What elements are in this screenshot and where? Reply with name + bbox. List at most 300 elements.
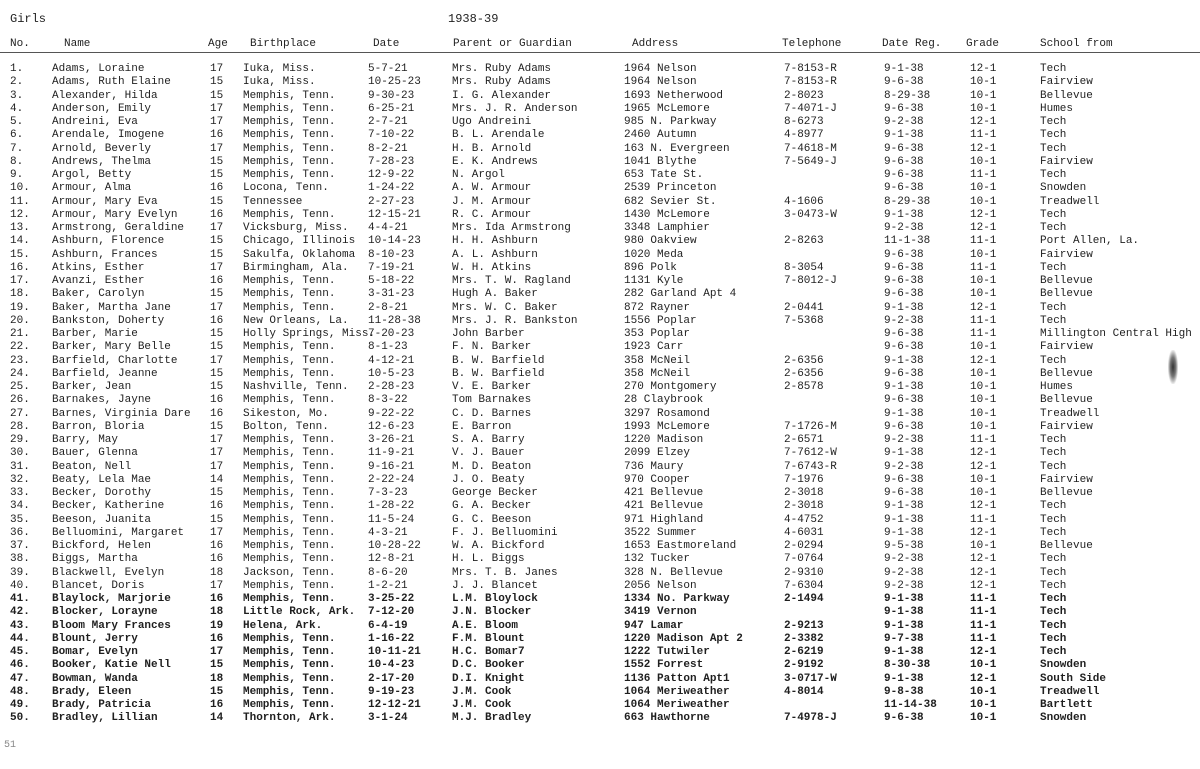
student-age: 16 [210,632,224,645]
school-from: Tech [1040,301,1067,314]
address: 1552 Forrest [624,659,704,672]
telephone: 7-4978-J [784,712,837,725]
birth-date: 10-11-21 [368,646,421,658]
school-from: Tech [1040,142,1067,155]
table-row [0,156,1200,169]
birthplace: Memphis, Tenn. [243,513,336,526]
telephone: 4-6031 [784,526,824,539]
birth-date: 1-16-22 [368,632,415,645]
student-name: Blancet, Doris [52,579,145,592]
student-age: 15 [210,169,224,181]
student-name: Bradley, Lillian [52,712,158,725]
student-age: 16 [210,275,224,287]
table-row [0,76,1200,89]
row-number: 4. [10,102,24,115]
header-age: Age [208,38,228,50]
parent-guardian: A. W. Armour [452,182,532,195]
header-date-reg: Date Reg. [882,38,942,50]
row-number: 20. [10,314,30,327]
school-from: Fairview [1040,248,1093,261]
birth-date: 12-8-21 [368,553,415,566]
telephone: 2-3018 [784,487,824,499]
birth-date: 2-27-23 [368,195,415,208]
table-row [0,580,1200,593]
address: 985 N. Parkway [624,116,717,128]
birthplace: Memphis, Tenn. [243,646,336,658]
grade: 11-1 [970,619,997,632]
birth-date: 12-15-21 [368,208,421,221]
grade: 11-1 [970,129,997,142]
table-row [0,129,1200,142]
student-age: 15 [210,248,224,261]
row-number: 28. [10,420,30,433]
address: 663 Hawthorne [624,712,710,725]
date-registered: 9-6-38 [884,142,924,155]
birth-date: 7-19-21 [368,261,415,274]
date-registered: 9-8-38 [884,685,924,698]
birthplace: Memphis, Tenn. [243,89,336,102]
birthplace: Tennessee [243,195,303,208]
student-age: 17 [210,116,224,128]
table-row [0,235,1200,248]
student-name: Baker, Carolyn [52,288,145,301]
birth-date: 11-5-24 [368,513,415,526]
school-from: Tech [1040,579,1067,592]
telephone: 2-6571 [784,434,824,446]
birth-date: 6-25-21 [368,102,415,115]
date-registered: 9-1-38 [884,208,924,221]
grade: 12-1 [970,553,997,566]
date-registered: 9-2-38 [884,566,924,579]
birth-date: 9-22-22 [368,407,415,420]
birthplace: Little Rock, Ark. [243,606,356,619]
table-row [0,381,1200,394]
birth-date: 2-28-23 [368,381,415,393]
birthplace: Memphis, Tenn. [243,208,336,221]
grade: 10-1 [970,487,997,499]
student-age: 15 [210,367,224,380]
student-name: Bomar, Evelyn [52,646,138,658]
birth-date: 8-6-20 [368,566,408,579]
birth-date: 4-4-21 [368,222,408,234]
birthplace: Memphis, Tenn. [243,699,336,711]
student-age: 16 [210,553,224,566]
grade: 10-1 [970,275,997,287]
student-name: Avanzi, Esther [52,275,145,287]
student-age: 15 [210,155,224,168]
parent-guardian: G. C. Beeson [452,513,532,526]
parent-guardian: A. L. Ashburn [452,248,538,261]
date-registered: 9-6-38 [884,288,924,301]
student-name: Argol, Betty [52,169,132,181]
date-registered: 9-6-38 [884,487,924,499]
student-name: Blackwell, Evelyn [52,566,165,579]
table-row [0,341,1200,354]
parent-guardian: H. B. Arnold [452,142,532,155]
birthplace: Nashville, Tenn. [243,381,349,393]
birthplace: Jackson, Tenn. [243,566,336,579]
date-registered: 9-6-38 [884,182,924,195]
row-number: 43. [10,619,30,632]
student-age: 17 [210,142,224,155]
student-name: Belluomini, Margaret [52,526,185,539]
school-from: South Side [1040,672,1107,685]
birthplace: Memphis, Tenn. [243,155,336,168]
date-registered: 9-6-38 [884,367,924,380]
table-row [0,63,1200,76]
address: 872 Rayner [624,301,691,314]
student-age: 15 [210,659,224,672]
date-registered: 9-1-38 [884,500,924,513]
telephone: 7-8153-R [784,76,837,89]
date-registered: 9-2-38 [884,222,924,234]
parent-guardian: Ugo Andreini [452,116,532,128]
student-age: 18 [210,672,224,685]
telephone: 2-6356 [784,354,824,367]
school-from: Tech [1040,632,1067,645]
header-school-from: School from [1040,38,1113,50]
grade: 12-1 [970,208,997,221]
grade: 11-1 [970,235,997,248]
address: 1965 McLemore [624,102,710,115]
table-row [0,474,1200,487]
student-age: 16 [210,208,224,221]
birth-date: 2-8-21 [368,301,408,314]
parent-guardian: F. J. Belluomini [452,526,558,539]
grade: 10-1 [970,420,997,433]
school-from: Tech [1040,208,1067,221]
row-number: 10. [10,182,30,195]
birth-date: 9-19-23 [368,685,415,698]
student-name: Barfield, Charlotte [52,354,178,367]
date-registered: 9-1-38 [884,526,924,539]
birthplace: Chicago, Illinois [243,235,356,248]
table-row [0,633,1200,646]
birthplace: Memphis, Tenn. [243,434,336,446]
birth-date: 5-18-22 [368,275,415,287]
date-registered: 9-2-38 [884,116,924,128]
birth-date: 10-5-23 [368,367,415,380]
birthplace: Iuka, Miss. [243,63,316,75]
telephone: 7-5649-J [784,155,837,168]
school-from: Tech [1040,500,1067,513]
student-name: Biggs, Martha [52,553,138,566]
grade: 12-1 [970,116,997,128]
parent-guardian: E. Barron [452,420,512,433]
school-from: Tech [1040,354,1067,367]
school-from: Bellevue [1040,394,1093,407]
student-age: 17 [210,526,224,539]
telephone: 3-0473-W [784,208,837,221]
telephone: 7-8012-J [784,275,837,287]
telephone: 7-5368 [784,314,824,327]
school-from: Bellevue [1040,540,1093,552]
telephone: 7-0764 [784,553,824,566]
student-age: 15 [210,420,224,433]
student-name: Blount, Jerry [52,632,138,645]
student-name: Becker, Dorothy [52,487,152,499]
student-age: 15 [210,288,224,301]
student-age: 16 [210,182,224,195]
birthplace: Memphis, Tenn. [243,275,336,287]
telephone: 2-9213 [784,619,824,632]
parent-guardian: V. E. Barker [452,381,532,393]
date-registered: 9-1-38 [884,672,924,685]
date-registered: 9-6-38 [884,341,924,354]
address: 2460 Autumn [624,129,697,142]
address: 1220 Madison Apt 2 [624,632,743,645]
date-registered: 9-6-38 [884,169,924,181]
table-row [0,315,1200,328]
student-name: Bauer, Glenna [52,447,138,460]
table-row [0,487,1200,500]
row-number: 27. [10,407,30,420]
parent-guardian: N. Argol [452,169,505,181]
date-registered: 9-6-38 [884,275,924,287]
school-from: Tech [1040,513,1067,526]
date-registered: 9-6-38 [884,248,924,261]
table-row [0,196,1200,209]
date-registered: 9-1-38 [884,354,924,367]
student-age: 18 [210,566,224,579]
birthplace: Locona, Tenn. [243,182,329,195]
birth-date: 8-10-23 [368,248,415,261]
telephone: 2-8263 [784,235,824,248]
parent-guardian: George Becker [452,487,538,499]
row-number: 44. [10,632,30,645]
school-from: Bellevue [1040,89,1093,102]
address: 3348 Lamphier [624,222,710,234]
birth-date: 8-3-22 [368,394,408,407]
table-row [0,222,1200,235]
row-number: 38. [10,553,30,566]
date-registered: 9-2-38 [884,460,924,473]
school-from: Humes [1040,381,1074,393]
telephone: 2-1494 [784,593,824,605]
header-telephone: Telephone [782,38,842,50]
birth-date: 1-2-21 [368,579,408,592]
parent-guardian: J. M. Armour [452,195,532,208]
school-from: Fairview [1040,473,1093,486]
school-from: Snowden [1040,712,1087,725]
date-registered: 8-29-38 [884,195,931,208]
address: 2056 Nelson [624,579,697,592]
grade: 10-1 [970,89,997,102]
table-row [0,606,1200,619]
birthplace: Memphis, Tenn. [243,288,336,301]
birth-date: 5-7-21 [368,63,408,75]
address: 1334 No. Parkway [624,593,730,605]
table-row [0,408,1200,421]
date-registered: 9-1-38 [884,619,924,632]
grade: 11-1 [970,314,997,327]
telephone: 3-0717-W [784,672,837,685]
student-name: Beeson, Juanita [52,513,152,526]
address: 1222 Tutwiler [624,646,710,658]
address: 947 Lamar [624,619,684,632]
birth-date: 3-31-23 [368,288,415,301]
birth-date: 3-26-21 [368,434,415,446]
student-name: Brady, Eleen [52,685,132,698]
date-registered: 11-1-38 [884,235,931,248]
header-parent: Parent or Guardian [453,38,572,50]
table-row [0,620,1200,633]
parent-guardian: J. O. Beaty [452,473,525,486]
school-from: Treadwell [1040,195,1100,208]
row-number: 39. [10,566,30,579]
student-age: 17 [210,63,224,75]
date-registered: 9-6-38 [884,473,924,486]
birth-date: 12-6-23 [368,420,415,433]
telephone: 7-6304 [784,579,824,592]
date-registered: 8-29-38 [884,89,931,102]
student-name: Arendale, Imogene [52,129,165,142]
school-from: Tech [1040,526,1067,539]
student-name: Barnakes, Jayne [52,394,152,407]
student-name: Adams, Ruth Elaine [52,76,171,89]
parent-guardian: Mrs. W. C. Baker [452,301,558,314]
parent-guardian: F.M. Blount [452,632,525,645]
student-name: Anderson, Emily [52,102,152,115]
birth-date: 1-28-22 [368,500,415,513]
birth-date: 10-28-22 [368,540,421,552]
table-row [0,275,1200,288]
student-name: Beaty, Lela Mae [52,473,152,486]
table-row [0,461,1200,474]
student-age: 17 [210,102,224,115]
telephone: 7-1976 [784,473,824,486]
student-age: 14 [210,473,224,486]
margin-mark: 51 [4,740,17,751]
table-row [0,646,1200,659]
telephone: 4-8977 [784,129,824,142]
birth-date: 12-12-21 [368,699,421,711]
grade: 10-1 [970,76,997,89]
grade: 11-1 [970,513,997,526]
row-number: 42. [10,606,30,619]
grade: 10-1 [970,182,997,195]
student-name: Ashburn, Florence [52,235,165,248]
row-number: 47. [10,672,30,685]
header-birthplace: Birthplace [250,38,317,50]
row-number: 9. [10,169,24,181]
parent-guardian: H. L. Biggs [452,553,525,566]
student-age: 16 [210,394,224,407]
row-number: 31. [10,460,30,473]
student-age: 17 [210,460,224,473]
telephone: 2-9310 [784,566,824,579]
address: 1430 McLemore [624,208,710,221]
school-from: Bellevue [1040,288,1093,301]
table-row [0,527,1200,540]
address: 1923 Carr [624,341,684,354]
address: 2099 Elzey [624,447,691,460]
student-age: 16 [210,699,224,711]
address: 3522 Summer [624,526,697,539]
grade: 11-1 [970,606,997,619]
grade: 11-1 [970,261,997,274]
student-age: 17 [210,222,224,234]
parent-guardian: Mrs. Ruby Adams [452,76,552,89]
date-registered: 9-1-38 [884,301,924,314]
grade: 12-1 [970,500,997,513]
birthplace: Memphis, Tenn. [243,142,336,155]
parent-guardian: W. A. Bickford [452,540,545,552]
table-row [0,553,1200,566]
parent-guardian: E. K. Andrews [452,155,538,168]
row-number: 41. [10,593,30,605]
school-from: Tech [1040,116,1067,128]
student-name: Baker, Martha Jane [52,301,171,314]
grade: 10-1 [970,102,997,115]
address: 682 Sevier St. [624,195,717,208]
row-number: 45. [10,646,30,658]
student-age: 17 [210,434,224,446]
parent-guardian: Hugh A. Baker [452,288,538,301]
birthplace: Memphis, Tenn. [243,367,336,380]
parent-guardian: B. W. Barfield [452,354,545,367]
table-row [0,355,1200,368]
student-age: 19 [210,619,224,632]
address: 1964 Nelson [624,63,697,75]
parent-guardian: D.C. Booker [452,659,525,672]
address: 421 Bellevue [624,487,704,499]
telephone: 4-8014 [784,685,824,698]
parent-guardian: M. D. Beaton [452,460,532,473]
address: 971 Highland [624,513,704,526]
birth-date: 7-28-23 [368,155,415,168]
birthplace: Sakulfa, Oklahoma [243,248,356,261]
row-number: 8. [10,155,24,168]
grade: 10-1 [970,381,997,393]
parent-guardian: R. C. Armour [452,208,532,221]
date-registered: 9-6-38 [884,328,924,340]
student-age: 16 [210,500,224,513]
birth-date: 10-4-23 [368,659,415,672]
school-from: Tech [1040,169,1067,181]
address: 970 Cooper [624,473,691,486]
telephone: 7-4618-M [784,142,837,155]
date-registered: 9-6-38 [884,155,924,168]
row-number: 48. [10,685,30,698]
grade: 10-1 [970,367,997,380]
address: 2539 Princeton [624,182,717,195]
row-number: 25. [10,381,30,393]
parent-guardian: W. H. Atkins [452,261,532,274]
table-row [0,434,1200,447]
grade: 12-1 [970,566,997,579]
address: 1131 Kyle [624,275,684,287]
row-number: 46. [10,659,30,672]
parent-guardian: H.C. Bomar7 [452,646,525,658]
birthplace: Holly Springs, Miss. [243,328,376,340]
school-from: Treadwell [1040,685,1100,698]
row-number: 50. [10,712,30,725]
address: 1993 McLemore [624,420,710,433]
student-age: 17 [210,301,224,314]
address: 358 McNeil [624,354,691,367]
student-age: 16 [210,314,224,327]
row-number: 40. [10,579,30,592]
school-from: Tech [1040,129,1067,142]
school-from: Tech [1040,553,1067,566]
address: 1220 Madison [624,434,704,446]
school-from: Bartlett [1040,699,1093,711]
address: 1064 Meriweather [624,685,730,698]
school-from: Humes [1040,102,1074,115]
header-rule [0,52,1200,53]
student-name: Barry, May [52,434,119,446]
